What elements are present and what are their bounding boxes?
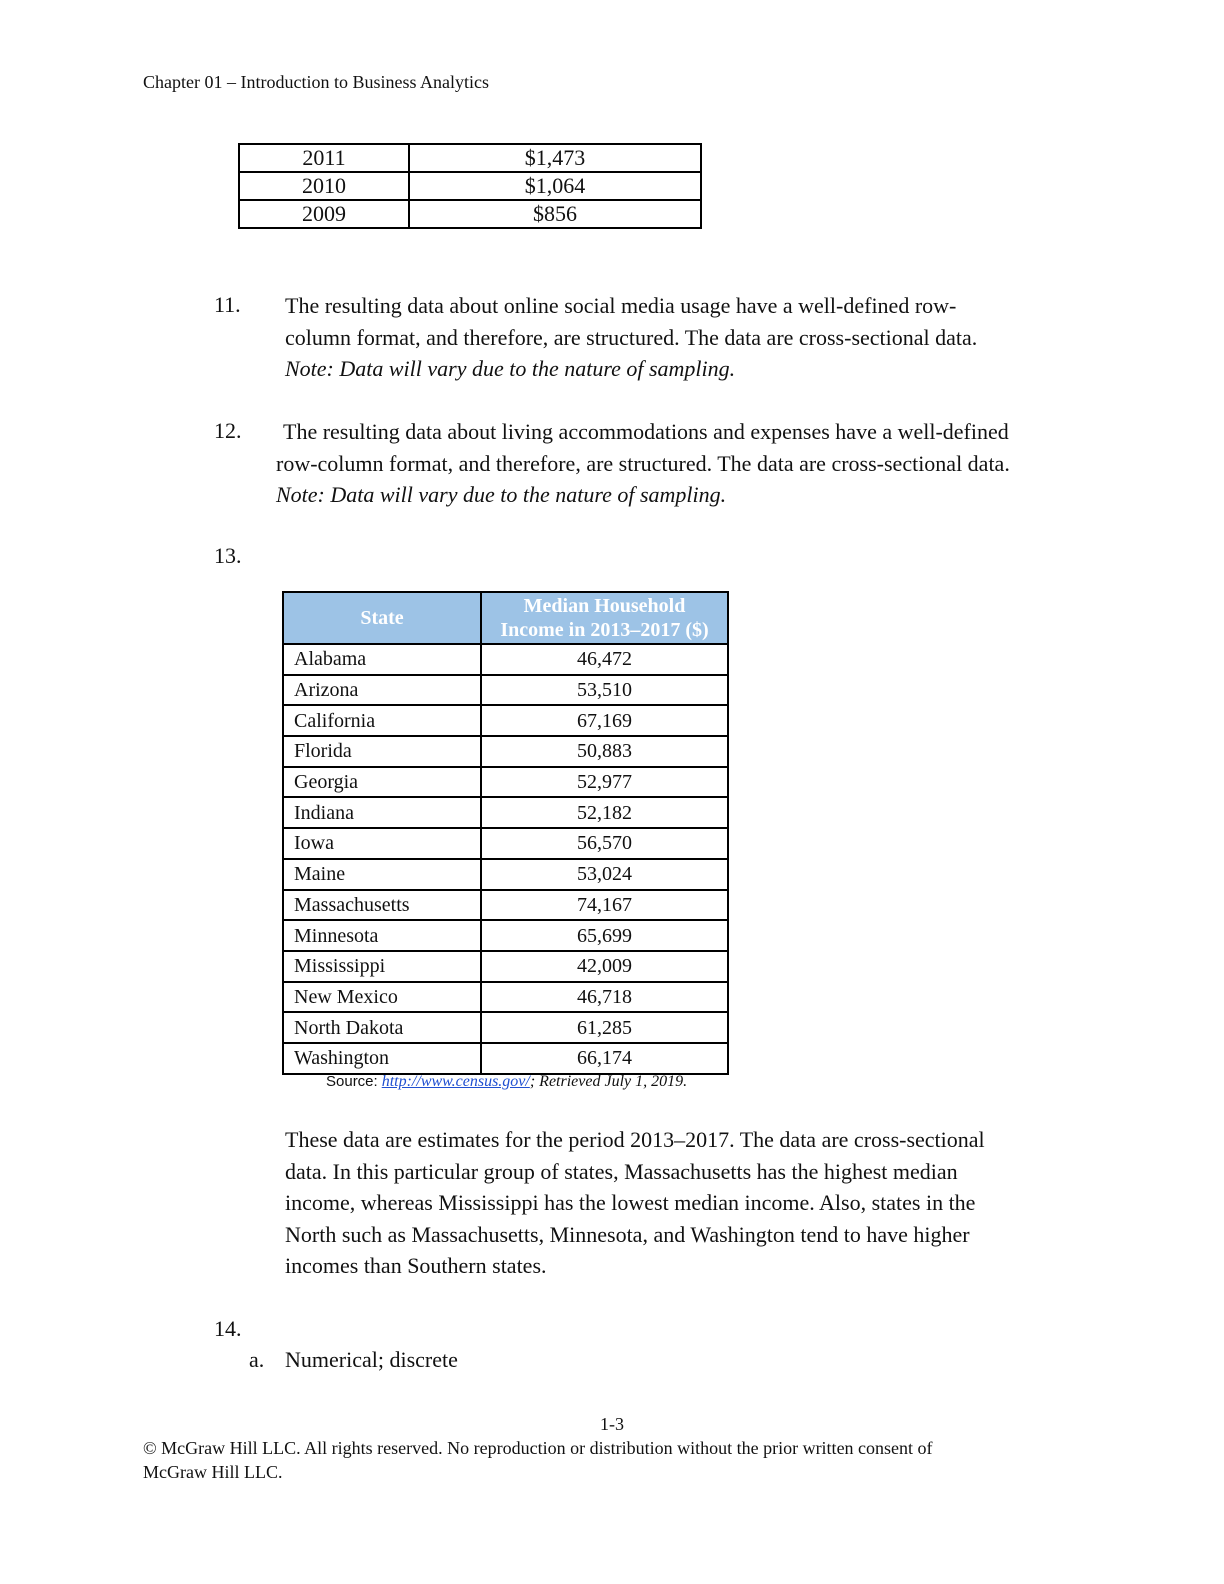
state-cell: Washington (283, 1043, 481, 1074)
copyright-line1: © McGraw Hill LLC. All rights reserved. No reproduction or distribution without the prior written consent of (143, 1438, 933, 1458)
income-header-line2: Income in 2013–2017 ($) (500, 619, 709, 641)
q12-line1: The resulting data about living accommodations and expenses have a well-defined (283, 419, 1009, 444)
q11-line1: The resulting data about online social media usage have a well-defined row- (285, 293, 957, 318)
table-row (239, 200, 701, 228)
income-table (282, 591, 729, 1075)
income-cell: 56,570 (481, 828, 728, 859)
table-row (283, 890, 728, 921)
source-retrieved: ; Retrieved July 1, 2019. (529, 1073, 688, 1090)
table-row (283, 1043, 728, 1074)
table-row (283, 797, 728, 828)
state-cell: Minnesota (283, 920, 481, 951)
state-cell: Arizona (283, 675, 481, 706)
income-column-header (481, 592, 728, 644)
income-cell: 53,024 (481, 859, 728, 890)
table-row (283, 1012, 728, 1043)
q11-note: Note: Data will vary due to the nature of sampling. (285, 356, 736, 381)
year-cell: 2011 (239, 144, 409, 172)
page-number: 1-3 (600, 1414, 624, 1434)
income-cell: 52,977 (481, 767, 728, 798)
value-cell: $1,473 (409, 144, 701, 172)
source-label: Source: (326, 1073, 378, 1090)
state-cell: California (283, 705, 481, 736)
q13-number: 13. (214, 543, 242, 568)
state-cell: Maine (283, 859, 481, 890)
q13-para-line: data. In this particular group of states, Massachusetts has the highest median (285, 1158, 958, 1184)
table-row (283, 767, 728, 798)
year-cell: 2010 (239, 172, 409, 200)
table-row (283, 675, 728, 706)
q14-a-text: Numerical; discrete (285, 1347, 458, 1372)
copyright-footer (143, 1436, 1043, 1484)
table-row (283, 982, 728, 1013)
copyright-line2: McGraw Hill LLC. (143, 1462, 283, 1482)
income-cell: 50,883 (481, 736, 728, 767)
state-cell: Alabama (283, 644, 481, 675)
q13-paragraph (285, 1124, 985, 1282)
state-cell: New Mexico (283, 982, 481, 1013)
state-cell: Mississippi (283, 951, 481, 982)
state-cell: Indiana (283, 797, 481, 828)
q12-note: Note: Data will vary due to the nature of sampling. (276, 482, 727, 507)
income-cell: 61,285 (481, 1012, 728, 1043)
table-row (283, 736, 728, 767)
page-header: Chapter 01 – Introduction to Business Analytics (143, 72, 489, 92)
q12-line2: row-column format, and therefore, are structured. The data are cross-sectional data. (276, 450, 1010, 476)
income-cell: 65,699 (481, 920, 728, 951)
q11-number: 11. (214, 292, 241, 317)
q13-para-line: North such as Massachusetts, Minnesota, and Washington tend to have higher (285, 1221, 970, 1247)
q11-line2: column format, and therefore, are structured. The data are cross-sectional data. (285, 324, 978, 350)
table-row (283, 644, 728, 675)
income-cell: 67,169 (481, 705, 728, 736)
q13-para-line: income, whereas Mississippi has the lowest median income. Also, states in the (285, 1190, 976, 1215)
income-cell: 52,182 (481, 797, 728, 828)
table-row (283, 920, 728, 951)
q12-answer (276, 416, 1010, 511)
state-column-header: State (283, 592, 481, 644)
income-cell: 46,718 (481, 982, 728, 1013)
q11-answer (285, 290, 977, 385)
state-cell: Georgia (283, 767, 481, 798)
table-source (326, 1073, 687, 1091)
state-cell: Massachusetts (283, 890, 481, 921)
q12-number: 12. (214, 418, 242, 443)
income-header-line1: Median Household (523, 595, 686, 617)
state-cell: Iowa (283, 828, 481, 859)
value-cell: $856 (409, 200, 701, 228)
income-cell: 42,009 (481, 951, 728, 982)
table-header-row (283, 592, 728, 644)
q13-para-line: These data are estimates for the period 2013–2017. The data are cross-sectional (285, 1127, 985, 1152)
table-row (283, 828, 728, 859)
state-cell: North Dakota (283, 1012, 481, 1043)
income-cell: 46,472 (481, 644, 728, 675)
table-row (283, 859, 728, 890)
table-row (239, 144, 701, 172)
q13-para-line: incomes than Southern states. (285, 1253, 547, 1278)
income-cell: 74,167 (481, 890, 728, 921)
income-cell: 53,510 (481, 675, 728, 706)
table-row (283, 951, 728, 982)
table-row (239, 172, 701, 200)
census-link[interactable]: http://www.census.gov/ (381, 1073, 530, 1090)
income-cell: 66,174 (481, 1043, 728, 1074)
value-cell: $1,064 (409, 172, 701, 200)
year-cell: 2009 (239, 200, 409, 228)
q14-a-label: a. (249, 1347, 265, 1372)
table-row (283, 705, 728, 736)
year-value-table (238, 143, 702, 229)
state-cell: Florida (283, 736, 481, 767)
q14-number: 14. (214, 1316, 242, 1341)
